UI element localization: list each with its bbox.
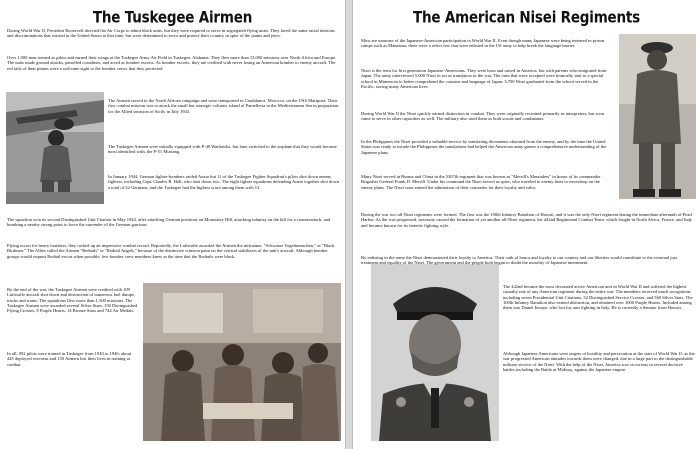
paragraph: Nisei is the term for first generation Japanese-Americans. They were born and raised in America, but with parents who emigrated from Japan. The army interviewed 5,000 Nisei to act as translators in the war. The ones that were accepted were ironically sent to a special school in Minnesota to better comprehend the customs and language of Japan. 3,700 Nisei graduated from the school served in the Pacific, saving many American lives. (361, 68, 607, 90)
airman-plane-photo (6, 92, 104, 204)
paragraph: The squadron won its second Distinguished Unit Citation in May 1944, after attacking German positions on Monastery Hill, attacking infantry on the hill for a counterattack, and bombing a nearby strong point to force the surrender of the German garrison. (7, 217, 331, 228)
paragraph: Many Nisei served in Burma and China in the 5307th regiment that was known as "Merrill's Marauders" in honor of its commander Brigadier General Frank D. Merrill. Under his command the Nisei served as spies, who traveled to enemy lines to eavesdrop on the enemy plans. The Nisei soon earned the admiration of their comrades for their loyalty and valor. (361, 174, 601, 190)
paragraph: In the Philippines the Nisei provided a valuable service by translating documents obtained from the enemy, and by the time the United States was ready to invade the Philippines the translations had helped the American army garner a comprehensive understanding of the Japanese plans. (361, 139, 607, 155)
paragraph: Although Japanese Americans were targets of hostility and persecution at the start of World War II, as the war progressed American attitudes towards them were changed, due in a large part to the distinguishable military service of the Nisei. With the help of the Nisei, America was victorious in several decisive battles including the Battle at Midway, against the Japanese empire. (503, 351, 695, 373)
paragraph: The 442nd became the most decorated active American unit in World War II and suffered the highest casualty rate of any American regiment during the entire war. The members received much recognition, including seven Presidential Unit Citations, 52 Distinguished Service Crosses, and 560 Silver Stars. The 100th Infantry Battalion also earned distinction, and obtained over 1000 Purple Hearts. Included among them was Daniel Inouye, who lost his arm fighting in Italy. He is currently a Senator from Hawaii. (503, 284, 693, 311)
paragraph: Most are unaware of the Japanese-American participation in World War II. Even though many Japanese were being interned in prison camps such as Manzanar, there were a select few that were enlisted in the US army to help break the language barrier. (361, 38, 605, 49)
paragraph: By the end of the war, the Tuskegee Airmen were credited with 109 Luftwaffe aircraft shot down and destruction of numerous fuel dumps, trucks and trains. The squadrons flew more than 1,500 missions. The Tuskegee Airmen were awarded several Silver Stars, 150 Distinguished Flying Crosses, 8 Purple Hearts, 14 Bronze Stars and 744 Air Medals. (7, 287, 138, 314)
paragraph: The Airmen served in the North African campaign and were transported to Casablanca, Morocco, on the USS Mariposa. Their first combat mission was to attack the small but strategic volcanic island of Pantelleria in the Mediterranean Sea in preparation for the Allied invasion of Sicily in July 1943. (108, 98, 339, 114)
paragraph: By enlisting in the army the Nisei demonstrated their loyalty to America. Their oath of honor and loyalty to our country and our liberties would contribute to the eventual just treatment and equality of the Nisei. The government and the people both began to doubt the morality of Japanese internment. (361, 255, 677, 266)
paragraph: Flying escort for heavy bombers, they racked up an impressive combat record. Reportedly, the Luftwaffe awarded the Airmen the nickname, "Schwarze Vogelmenschen," or "Black Birdmen." The Allies called the Airmen "Redtails" or "Redtail Angels," because of the distinctive crimson paint on the vertical stabilizers of the unit's aircraft. Although bomber groups would request Redtail escort when possible, few bomber crew members knew at the time that the Redtails were black. (7, 243, 335, 259)
nisei-portrait-photo (371, 264, 499, 441)
page-title-tuskegee: The Tuskegee Airmen (92, 8, 253, 28)
paragraph: During the war two all-Nisei regiments were formed. The first was the 100th Infantry Battalion of Hawaii, and it was the only Nisei regiment during the immediate aftermath of Pearl Harbor. As the war progressed, necessity caused the formation of yet another all-Nisei regiment, the 442nd Regimental Combat Team, which fought in North Africa, France, and Italy and became known for its frenetic fighting style. (361, 212, 693, 228)
paragraph: During World War II, President Roosevelt directed the Air Corps to admit black units, but they were required to serve in segregated flying units. They faced the same racial tensions and discriminations that existed in the United States at that time, but were determined to serve and protect their country in spite of the jaunts and jeers. (7, 28, 335, 39)
paragraph: In all, 992 pilots were trained in Tuskegee from 1940 to 1946; about 445 deployed overseas and 150 Airmen lost their lives in training or combat. (7, 351, 132, 367)
paragraph: Over 1,000 men trained as pilots and earned their wings at the Tuskegee Army Air Field in Tuskegee, Alabama. They flew more than 15,000 missions over North Africa and Europe. The units made ground attacks, patrolled coastlines, and acted as bomber escorts. As bomber escorts, they are credited with never losing an American bomber to enemy aircraft. The red tails of their planes were a welcome sight to the bomber crews that they protected. (7, 55, 336, 71)
paragraph: During World War II the Nisei quickly earned distinction in combat. They were originally recruited primarily as interpreters, but soon came to serve in other capacities as well. The military also used them as both scouts and combatants. (361, 111, 605, 122)
left-page (0, 0, 346, 449)
page-title-nisei: The American Nisei Regiments (412, 8, 641, 28)
nisei-soldier-photo (619, 34, 696, 199)
paragraph: The Tuskegee Airmen were initially equipped with P-40 Warhawks, but later switched to the airplane that they would become most identified with, the P-51 Mustang. (108, 144, 337, 155)
right-page (352, 0, 700, 449)
paragraph: In January 1944, German fighter-bombers raided Anzio but 11 of the Tuskegee Fighter Squadron's pilots shot down enemy fighters, including Capt. Charles B. Hall, who shot down two. The eight fighter squadrons defending Anzio together shot down a total of 32 Germans, and the Tuskegee had the highest score among them with 13. (108, 174, 340, 190)
airmen-briefing-photo (143, 283, 341, 441)
